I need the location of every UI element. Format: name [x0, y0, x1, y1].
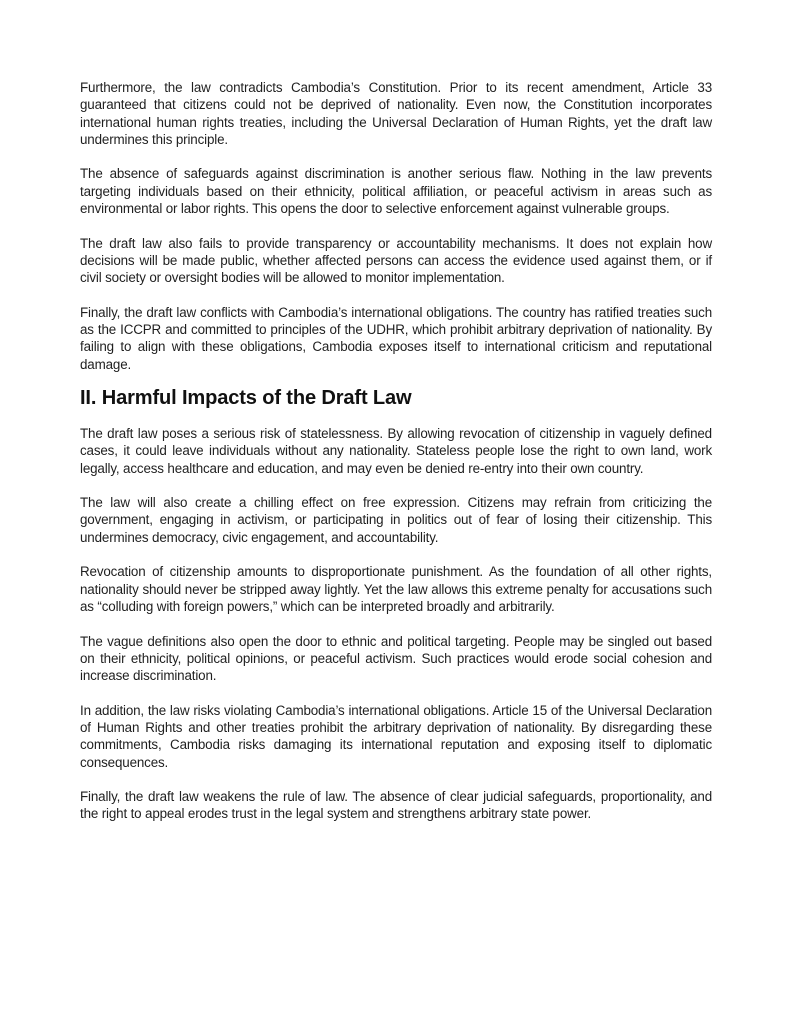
paragraph-rule-of-law: Finally, the draft law weakens the rule of law. The absence of clear judicial safeguards, proportionality, and the right to appeal erodes trust in the legal system and strengthens arbitrary state power.: [80, 789, 712, 822]
paragraph-discrimination-safeguards: The absence of safeguards against discrimination is another serious flaw. Nothing in the law prevents targeting individuals based on their ethnicity, political affiliation, or peaceful activism in areas such as environmental or labor rights. This opens the door to selective enforcement against vulnerable groups.: [80, 166, 712, 217]
paragraph-disproportionate-punishment: Revocation of citizenship amounts to disproportionate punishment. As the foundation of all other rights, nationality should never be stripped away lightly. Yet the law allows this extreme penalty for accusations such as “colluding with foreign powers,” which can be interpreted broadly and arbitrarily.: [80, 564, 712, 614]
paragraph-transparency-accountability: The draft law also fails to provide transparency or accountability mechanisms. It does not explain how decisions will be made public, whether affected persons can access the evidence used against them, or if civil society or oversight bodies will be allowed to monitor implementation.: [80, 235, 712, 286]
document-page: [80, 79, 712, 840]
paragraph-constitution-conflict: Furthermore, the law contradicts Cambodia’s Constitution. Prior to its recent amendment, Article 33 guaranteed that citizens could not be deprived of nationality. Even now, the Constitution incorporates international human rights treaties, including the Universal Declaration of Human Rights, yet the draft law undermines this principle.: [80, 80, 712, 147]
paragraph-chilling-effect: The law will also create a chilling effect on free expression. Citizens may refrain from criticizing the government, engaging in activism, or participating in politics out of fear of losing their citizenship. This undermines democracy, civic engagement, and accountability.: [80, 495, 712, 545]
paragraph-ethnic-political-targeting: The vague definitions also open the door to ethnic and political targeting. People may be singled out based on their ethnicity, political opinions, or peaceful activism. Such practices would erode social cohesion and increase discrimination.: [80, 633, 712, 684]
paragraph-violating-obligations: In addition, the law risks violating Cambodia’s international obligations. Article 15 of the Universal Declaration of Human Rights and other treaties prohibit the arbitrary deprivation of nationality. By disregarding these commitments, Cambodia risks damaging its international reputation and exposing itself to diplomatic consequences.: [80, 702, 712, 770]
section-heading-harmful-impacts: II. Harmful Impacts of the Draft Law: [80, 387, 412, 410]
paragraph-statelessness: The draft law poses a serious risk of statelessness. By allowing revocation of citizenship in vaguely defined cases, it could leave individuals without any nationality. Stateless people lose the right to own land, work legally, access healthcare and education, and may even be denied re-entry into their own country.: [80, 425, 712, 476]
paragraph-international-obligations: Finally, the draft law conflicts with Cambodia’s international obligations. The country has ratified treaties such as the ICCPR and committed to principles of the UDHR, which prohibit arbitrary deprivation of nationality. By failing to align with these obligations, Cambodia exposes itself to international criticism and reputational damage.: [80, 304, 712, 372]
